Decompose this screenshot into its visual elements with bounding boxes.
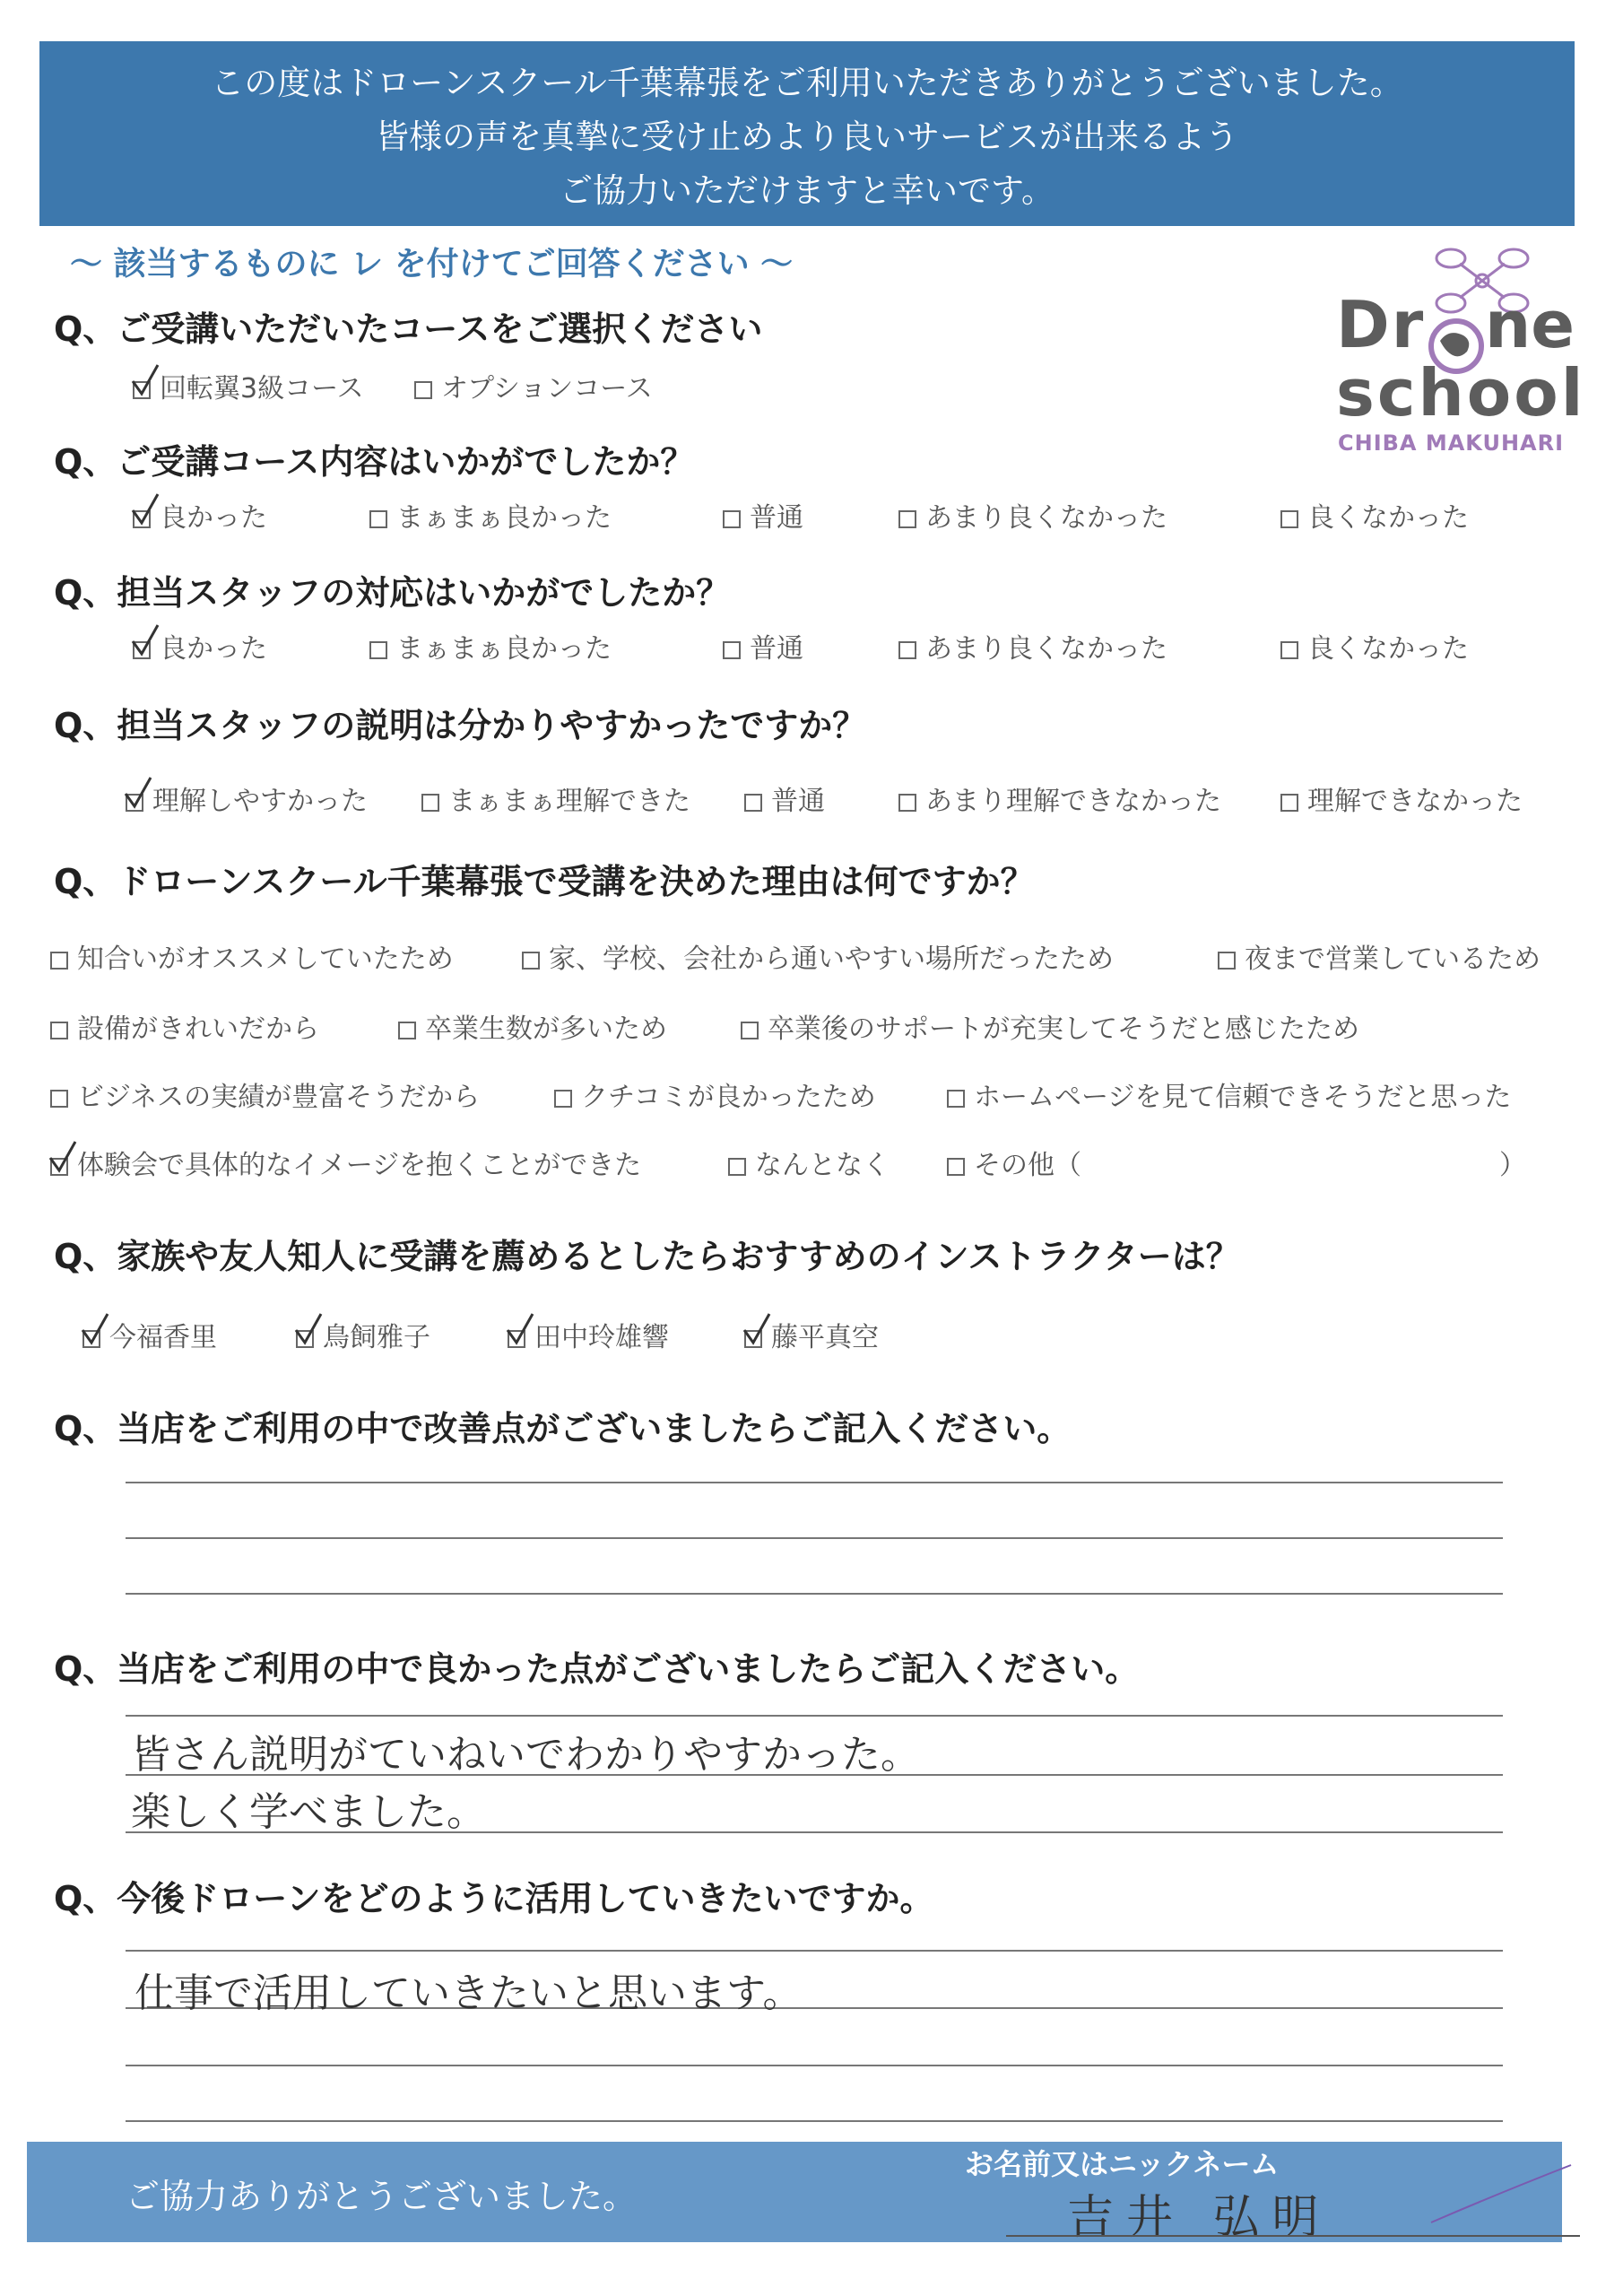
check-mark-icon <box>739 1312 777 1348</box>
name-underline <box>1006 2235 1580 2237</box>
answer-line <box>126 2065 1503 2066</box>
q6-option-label: 田中玲雄響 <box>534 1322 669 1353</box>
q5-option-2[interactable] <box>522 936 1114 976</box>
q5-option-4[interactable] <box>50 1006 319 1046</box>
q6-option-4[interactable] <box>744 1315 879 1354</box>
q4-option-label: まぁまぁ理解できた <box>448 786 690 817</box>
checkbox[interactable] <box>1280 510 1298 528</box>
q6-option-label: 藤平真空 <box>771 1322 879 1353</box>
check-mark-icon <box>77 1312 115 1348</box>
logo-ne: ne <box>1485 287 1575 362</box>
question-2: Q、ご受講コース内容はいかがでしたか？ <box>54 442 695 482</box>
q2-option-3[interactable] <box>723 495 803 535</box>
header-line-2: 皆様の声を真摯に受け止めより良いサービスが出来るよう <box>376 117 1238 156</box>
q3-option-4[interactable] <box>898 626 1167 665</box>
name-label: お名前又はニックネーム <box>965 2147 1280 2181</box>
check-mark-icon <box>127 363 165 399</box>
question-5: Q、ドローンスクール千葉幕張で受講を決めた理由は何ですか？ <box>54 862 1035 901</box>
q4-option-5[interactable] <box>1280 778 1523 818</box>
checkbox[interactable] <box>898 641 916 659</box>
q8-handwritten-answer-2: 楽しく学べました。 <box>131 1789 486 1835</box>
q5-option-label: ホームページを見て信頼できそうだと思った <box>974 1082 1512 1113</box>
drone-school-logo <box>1318 242 1586 466</box>
checkbox[interactable] <box>421 794 439 812</box>
q5-option-label: その他（ <box>974 1150 1081 1181</box>
q2-option-5[interactable] <box>1280 495 1469 535</box>
answer-line <box>126 1593 1503 1595</box>
question-4: Q、担当スタッフの説明は分かりやすかったですか？ <box>54 706 867 745</box>
checkbox[interactable] <box>947 1158 965 1176</box>
q1-option-label: オプションコース <box>441 373 653 404</box>
check-mark-icon <box>502 1312 540 1348</box>
q5-option-11[interactable] <box>728 1143 890 1182</box>
checkbox[interactable] <box>741 1022 759 1039</box>
q3-option-3[interactable] <box>723 626 803 665</box>
q5-option-10[interactable] <box>50 1143 641 1182</box>
q6-option-3[interactable] <box>508 1315 669 1354</box>
checkbox[interactable] <box>898 794 916 812</box>
question-3: Q、担当スタッフの対応はいかがでしたか？ <box>54 573 731 613</box>
checkbox[interactable] <box>723 510 741 528</box>
checkbox[interactable] <box>398 1022 416 1039</box>
q5-option-1[interactable] <box>50 936 454 976</box>
check-mark-icon <box>127 623 165 659</box>
q3-option-2[interactable] <box>369 626 612 665</box>
q5-option-5[interactable] <box>398 1006 667 1046</box>
checkbox[interactable] <box>723 641 741 659</box>
checkbox[interactable] <box>1280 794 1298 812</box>
q5-option-label: ビジネスの実績が豊富そうだから <box>77 1082 481 1113</box>
checkbox[interactable] <box>522 952 540 970</box>
checkbox[interactable] <box>369 641 387 659</box>
header-banner <box>39 41 1575 226</box>
checkbox[interactable] <box>50 1022 68 1039</box>
q4-option-2[interactable] <box>421 778 690 818</box>
question-9: Q、今後ドローンをどのように活用していきたいですか。 <box>54 1879 934 1918</box>
checkbox-checked[interactable] <box>133 641 151 659</box>
q5-option-label: 卒業後のサポートが充実してそうだと感じたため <box>768 1013 1359 1045</box>
check-mark-icon <box>45 1140 82 1176</box>
q2-option-1[interactable] <box>133 495 267 535</box>
checkbox[interactable] <box>50 952 68 970</box>
answer-line <box>126 2120 1503 2122</box>
answer-line <box>126 1950 1503 1952</box>
checkbox[interactable] <box>947 1090 965 1108</box>
check-mark-icon <box>291 1312 328 1348</box>
header-line-3: ご協力いただけますと幸いです。 <box>559 171 1055 210</box>
checkbox[interactable] <box>50 1090 68 1108</box>
checkbox[interactable] <box>744 794 762 812</box>
q3-option-label: あまり良くなかった <box>925 633 1167 665</box>
q9-handwritten-answer-1: 仕事で活用していきたいと思います。 <box>135 1970 803 2016</box>
q5-option-7[interactable] <box>50 1074 480 1114</box>
logo-school: school <box>1336 355 1586 430</box>
q1-option-2[interactable] <box>414 366 653 405</box>
q4-option-label: あまり理解できなかった <box>925 786 1221 817</box>
answer-line <box>126 1482 1503 1483</box>
q5-option-3[interactable] <box>1218 936 1541 976</box>
q2-option-4[interactable] <box>898 495 1167 535</box>
checkbox[interactable] <box>728 1158 746 1176</box>
checkbox-checked[interactable] <box>508 1330 525 1348</box>
q1-option-label: 回転翼3級コース <box>160 373 364 404</box>
answer-line <box>126 1537 1503 1539</box>
q3-option-label: 普通 <box>750 633 803 665</box>
question-8: Q、当店をご利用の中で良かった点がございましたらご記入ください。 <box>54 1649 1140 1689</box>
q5-option-label: 卒業生数が多いため <box>425 1013 667 1045</box>
answer-line <box>126 1715 1503 1717</box>
logo-dr: Dr <box>1336 287 1426 362</box>
name-field-value[interactable]: 吉井 弘明 <box>1067 2191 1332 2245</box>
q5-option-6[interactable] <box>741 1006 1359 1046</box>
checkbox-checked[interactable] <box>50 1158 68 1176</box>
q2-option-label: 良くなかった <box>1307 502 1469 534</box>
q2-option-label: 普通 <box>750 502 803 534</box>
checkbox-checked[interactable] <box>82 1330 100 1348</box>
checkbox[interactable] <box>1218 952 1236 970</box>
q4-option-label: 普通 <box>771 786 825 817</box>
q5-other-close-paren: ） <box>1499 1150 1526 1181</box>
question-7: Q、当店をご利用の中で改善点がございましたらご記入ください。 <box>54 1409 1072 1448</box>
question-1: Q、ご受講いただいたコースをご選択ください <box>54 309 763 349</box>
q4-option-3[interactable] <box>744 778 825 818</box>
q5-option-label: クチコミが良かったため <box>581 1082 876 1113</box>
q8-handwritten-answer-1: 皆さん説明がていねいでわかりやすかった。 <box>131 1732 920 1778</box>
header-line-1: この度はドローンスクール千葉幕張をご利用いただきありがとうございました。 <box>211 64 1403 102</box>
instruction-text: 〜 該当するものに レ を付けてご回答ください 〜 <box>70 246 794 283</box>
checkbox[interactable] <box>414 381 432 399</box>
q2-option-label: まぁまぁ良かった <box>396 502 612 534</box>
q3-option-label: まぁまぁ良かった <box>396 633 612 665</box>
check-mark-icon <box>127 492 165 528</box>
q4-option-1[interactable] <box>126 778 368 818</box>
q5-option-label: 設備がきれいだから <box>77 1013 319 1045</box>
checkbox[interactable] <box>1280 641 1298 659</box>
q6-option-label: 今福香里 <box>109 1322 217 1353</box>
checkbox-checked[interactable] <box>126 794 143 812</box>
checkbox[interactable] <box>898 510 916 528</box>
q6-option-1[interactable] <box>82 1315 217 1354</box>
checkbox-checked[interactable] <box>296 1330 314 1348</box>
q5-option-label: なんとなく <box>755 1150 890 1181</box>
footer-banner <box>27 2142 1562 2245</box>
checkbox-checked[interactable] <box>133 381 151 399</box>
q4-option-label: 理解できなかった <box>1307 786 1523 817</box>
checkbox[interactable] <box>369 510 387 528</box>
checkbox-checked[interactable] <box>133 510 151 528</box>
checkbox[interactable] <box>554 1090 572 1108</box>
q2-option-label: 良かった <box>160 502 267 534</box>
q2-option-label: あまり良くなかった <box>925 502 1167 534</box>
q4-option-4[interactable] <box>898 778 1221 818</box>
question-6: Q、家族や友人知人に受講を薦めるとしたらおすすめのインストラクターは？ <box>54 1237 1240 1276</box>
q3-option-5[interactable] <box>1280 626 1469 665</box>
q5-option-8[interactable] <box>554 1074 876 1114</box>
footer-thanks: ご協力ありがとうございました。 <box>126 2177 638 2216</box>
q5-option-label: 家、学校、会社から通いやすい場所だったため <box>549 944 1114 975</box>
pen-stroke-mark <box>1426 2160 1578 2231</box>
q3-option-label: 良かった <box>160 633 267 665</box>
q5-option-label: 夜まで営業しているため <box>1245 944 1541 975</box>
q3-option-label: 良くなかった <box>1307 633 1469 665</box>
logo-subtitle: CHIBA MAKUHARI <box>1338 430 1565 456</box>
check-mark-icon <box>120 776 158 812</box>
q5-option-label: 知合いがオススメしていたため <box>77 944 454 975</box>
q5-option-12[interactable] <box>947 1143 1081 1182</box>
q5-option-label: 体験会で具体的なイメージを抱くことができた <box>77 1150 642 1181</box>
q6-option-2[interactable] <box>296 1315 430 1354</box>
q6-option-label: 鳥飼雅子 <box>323 1322 430 1353</box>
q4-option-label: 理解しやすかった <box>152 786 368 817</box>
q5-option-9[interactable] <box>947 1074 1511 1114</box>
q2-option-2[interactable] <box>369 495 612 535</box>
q1-option-1[interactable] <box>133 366 364 405</box>
checkbox-checked[interactable] <box>744 1330 762 1348</box>
q3-option-1[interactable] <box>133 626 267 665</box>
